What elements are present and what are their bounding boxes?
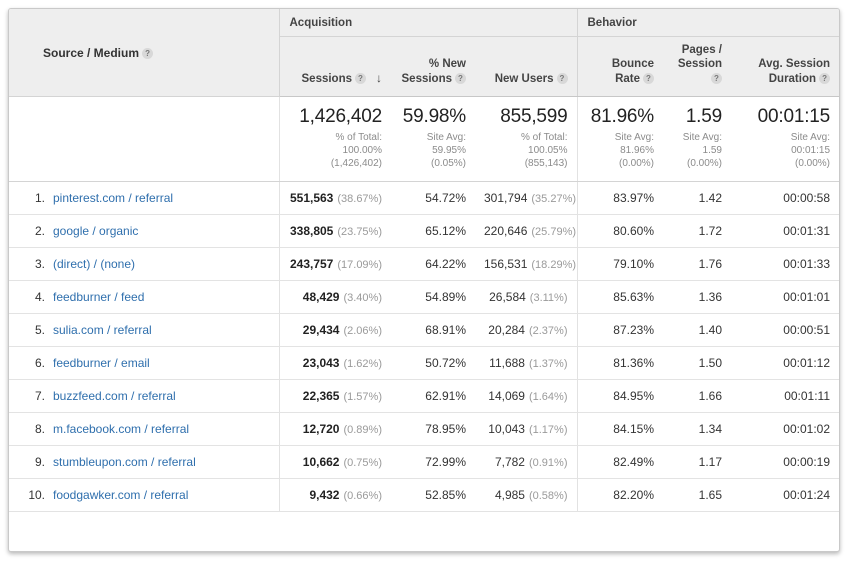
row-new-sessions-cell: 65.12% [391, 215, 475, 248]
totals-label-cell [9, 97, 279, 182]
column-header-avg-session-duration[interactable] [731, 37, 839, 97]
row-new-sessions-cell: 78.95% [391, 413, 475, 446]
row-source-medium-link[interactable]: feedburner / feed [53, 290, 145, 305]
row-avg-duration-cell: 00:01:12 [731, 347, 839, 380]
row-sessions-percent: (0.75%) [343, 457, 382, 470]
row-avg-duration-cell: 00:01:24 [731, 479, 839, 512]
table-row [9, 215, 839, 248]
row-sessions-cell [279, 413, 391, 446]
row-source-medium-cell [9, 479, 279, 512]
traffic-sources-table [9, 9, 839, 512]
row-new-users-percent: (1.64%) [528, 391, 568, 404]
row-source-medium-link[interactable]: buzzfeed.com / referral [53, 389, 176, 404]
column-header-new-sessions-label: % New Sessions [401, 58, 466, 85]
row-avg-duration-cell: 00:01:02 [731, 413, 839, 446]
totals-new-sessions-value: 59.98% [402, 106, 466, 128]
row-source-medium-cell [9, 248, 279, 281]
analytics-report-panel [8, 8, 840, 552]
totals-new-sessions-note3: (0.05%) [430, 158, 466, 170]
row-new-users-value: 220,646 [484, 224, 528, 239]
row-new-users-cell [475, 182, 577, 215]
row-index: 2. [34, 224, 45, 239]
row-sessions-cell [279, 182, 391, 215]
totals-pages-session-note1: Site Avg: [682, 132, 722, 144]
row-pages-session-cell: 1.34 [663, 413, 731, 446]
row-sessions-value: 551,563 [289, 191, 334, 206]
row-source-medium-link[interactable]: stumbleupon.com / referral [53, 455, 196, 470]
row-source-medium-link[interactable]: google / organic [53, 224, 139, 239]
column-header-source-medium[interactable] [9, 9, 279, 97]
row-sessions-value: 10,662 [302, 455, 340, 470]
row-sessions-percent: (0.89%) [343, 424, 382, 437]
row-source-medium-link[interactable]: feedburner / email [53, 356, 150, 371]
totals-avg-duration-value: 00:01:15 [757, 106, 831, 128]
totals-new-sessions-note2: 59.95% [432, 145, 466, 157]
row-source-medium-cell [9, 446, 279, 479]
row-sessions-cell [279, 479, 391, 512]
row-pages-session-cell: 1.76 [663, 248, 731, 281]
totals-pages-session-value: 1.59 [685, 106, 722, 128]
row-new-users-value: 26,584 [489, 290, 526, 305]
totals-new-sessions-note1: Site Avg: [426, 132, 466, 144]
table-row [9, 314, 839, 347]
row-pages-session-cell: 1.36 [663, 281, 731, 314]
row-sessions-percent: (38.67%) [337, 193, 382, 206]
totals-new-users [475, 97, 577, 182]
row-sessions-value: 338,805 [289, 224, 334, 239]
table-group-header-row [9, 9, 839, 37]
column-header-pages-session[interactable] [663, 37, 731, 97]
column-header-new-sessions[interactable] [391, 37, 475, 97]
totals-row [9, 97, 839, 182]
totals-bounce-rate-value: 81.96% [590, 106, 654, 128]
row-new-users-cell [475, 314, 577, 347]
group-header-behavior [577, 9, 839, 37]
row-new-sessions-cell: 52.85% [391, 479, 475, 512]
row-pages-session-cell: 1.72 [663, 215, 731, 248]
row-sessions-percent: (23.75%) [337, 226, 382, 239]
row-sessions-value: 9,432 [309, 488, 340, 503]
row-sessions-value: 23,043 [302, 356, 340, 371]
row-new-sessions-cell: 62.91% [391, 380, 475, 413]
row-sessions-percent: (17.09%) [337, 259, 382, 272]
row-new-users-value: 10,043 [488, 422, 525, 437]
column-header-pages-session-label: Pages / Session [677, 44, 722, 71]
row-source-medium-cell [9, 380, 279, 413]
row-sessions-value: 48,429 [302, 290, 340, 305]
row-source-medium-cell [9, 281, 279, 314]
row-bounce-rate-cell: 85.63% [577, 281, 663, 314]
row-new-users-cell [475, 281, 577, 314]
row-sessions-cell [279, 215, 391, 248]
row-sessions-cell [279, 281, 391, 314]
row-new-users-percent: (25.79%) [531, 226, 577, 239]
row-sessions-value: 12,720 [302, 422, 340, 437]
row-avg-duration-cell: 00:00:58 [731, 182, 839, 215]
help-icon[interactable]: ? [643, 73, 654, 84]
totals-new-sessions [391, 97, 475, 182]
row-new-users-value: 14,069 [488, 389, 525, 404]
row-new-users-value: 11,688 [489, 356, 525, 371]
row-pages-session-cell: 1.66 [663, 380, 731, 413]
help-icon[interactable]: ? [355, 73, 366, 84]
table-row [9, 413, 839, 446]
row-bounce-rate-cell: 83.97% [577, 182, 663, 215]
row-source-medium-cell [9, 182, 279, 215]
totals-avg-duration [731, 97, 839, 182]
row-new-users-percent: (35.27%) [531, 193, 577, 206]
table-row [9, 281, 839, 314]
row-new-sessions-cell: 64.22% [391, 248, 475, 281]
row-bounce-rate-cell: 79.10% [577, 248, 663, 281]
totals-sessions-note3: (1,426,402) [330, 158, 382, 170]
column-header-new-users[interactable] [475, 37, 577, 97]
totals-pages-session-note2: 1.59 [702, 145, 722, 157]
row-new-users-cell [475, 380, 577, 413]
row-new-users-value: 7,782 [494, 455, 525, 470]
row-pages-session-cell: 1.42 [663, 182, 731, 215]
row-index: 4. [34, 290, 45, 305]
group-header-acquisition [279, 9, 577, 37]
column-header-sessions-label: Sessions [301, 72, 352, 85]
totals-sessions-note1: % of Total: [335, 132, 382, 144]
row-new-sessions-cell: 54.72% [391, 182, 475, 215]
row-new-users-percent: (0.91%) [528, 457, 568, 470]
row-pages-session-cell: 1.40 [663, 314, 731, 347]
help-icon[interactable]: ? [142, 48, 153, 59]
row-new-users-percent: (2.37%) [528, 325, 568, 338]
row-new-users-percent: (0.58%) [528, 490, 568, 503]
column-header-bounce-rate-label: Bounce Rate [611, 58, 654, 85]
help-icon[interactable]: ? [557, 73, 568, 84]
row-new-users-cell [475, 413, 577, 446]
group-header-behavior-label: Behavior [587, 17, 637, 29]
row-avg-duration-cell: 00:01:31 [731, 215, 839, 248]
help-icon[interactable]: ? [819, 73, 830, 84]
row-sessions-value: 29,434 [302, 323, 340, 338]
row-avg-duration-cell: 00:01:11 [731, 380, 839, 413]
totals-new-users-value: 855,599 [500, 106, 568, 128]
sort-descending-icon[interactable]: ↓ [376, 70, 382, 85]
row-sessions-percent: (2.06%) [343, 325, 382, 338]
totals-pages-session-note3: (0.00%) [686, 158, 722, 170]
row-source-medium-cell [9, 215, 279, 248]
row-new-sessions-cell: 72.99% [391, 446, 475, 479]
table-row [9, 182, 839, 215]
row-new-users-percent: (3.11%) [529, 292, 568, 305]
row-source-medium-link[interactable]: foodgawker.com / referral [53, 488, 189, 503]
table-row [9, 248, 839, 281]
row-new-users-percent: (1.17%) [528, 424, 568, 437]
totals-new-users-note2: 100.05% (855,143) [524, 145, 568, 170]
table-body [9, 182, 839, 512]
column-header-new-users-label: New Users [494, 72, 554, 85]
row-index: 5. [34, 323, 45, 338]
row-new-users-cell [475, 479, 577, 512]
row-new-users-percent: (18.29%) [531, 259, 577, 272]
table-row [9, 347, 839, 380]
row-index: 8. [34, 422, 45, 437]
row-avg-duration-cell: 00:00:51 [731, 314, 839, 347]
column-header-avg-session-duration-label: Avg. Session Duration [758, 58, 831, 85]
row-new-users-value: 156,531 [484, 257, 528, 272]
row-avg-duration-cell: 00:00:19 [731, 446, 839, 479]
row-new-sessions-cell: 68.91% [391, 314, 475, 347]
row-bounce-rate-cell: 87.23% [577, 314, 663, 347]
row-new-users-cell [475, 248, 577, 281]
row-source-medium-link[interactable]: sulia.com / referral [53, 323, 152, 338]
row-new-users-cell [475, 446, 577, 479]
row-bounce-rate-cell: 84.15% [577, 413, 663, 446]
row-sessions-value: 243,757 [289, 257, 334, 272]
group-header-acquisition-label: Acquisition [289, 17, 353, 29]
row-new-users-value: 4,985 [494, 488, 525, 503]
row-sessions-cell [279, 446, 391, 479]
row-avg-duration-cell: 00:01:01 [731, 281, 839, 314]
table-row [9, 479, 839, 512]
row-index: 9. [34, 455, 45, 470]
totals-avg-duration-note1: Site Avg: [790, 132, 831, 144]
row-new-users-value: 301,794 [484, 191, 528, 206]
totals-sessions-value: 1,426,402 [299, 106, 382, 128]
row-source-medium-cell [9, 314, 279, 347]
row-index: 6. [34, 356, 45, 371]
row-bounce-rate-cell: 84.95% [577, 380, 663, 413]
row-sessions-cell [279, 248, 391, 281]
help-icon[interactable]: ? [711, 73, 722, 84]
row-source-medium-cell [9, 347, 279, 380]
column-header-bounce-rate[interactable] [577, 37, 663, 97]
row-new-users-percent: (1.37%) [528, 358, 568, 371]
totals-avg-duration-note2: 00:01:15 [791, 145, 831, 157]
row-new-sessions-cell: 54.89% [391, 281, 475, 314]
row-new-users-cell [475, 215, 577, 248]
row-sessions-percent: (0.66%) [343, 490, 382, 503]
row-sessions-percent: (1.62%) [343, 358, 382, 371]
row-pages-session-cell: 1.17 [663, 446, 731, 479]
row-sessions-cell [279, 314, 391, 347]
column-header-sessions[interactable] [279, 37, 391, 97]
row-index: 1. [34, 191, 45, 206]
row-new-users-cell [475, 347, 577, 380]
row-index: 7. [34, 389, 45, 404]
row-bounce-rate-cell: 82.20% [577, 479, 663, 512]
row-source-medium-link[interactable]: (direct) / (none) [53, 257, 136, 272]
help-icon[interactable]: ? [455, 73, 466, 84]
row-pages-session-cell: 1.50 [663, 347, 731, 380]
row-sessions-cell [279, 380, 391, 413]
totals-pages-session [663, 97, 731, 182]
table-row [9, 446, 839, 479]
row-source-medium-link[interactable]: m.facebook.com / referral [53, 422, 190, 437]
row-bounce-rate-cell: 81.36% [577, 347, 663, 380]
row-pages-session-cell: 1.65 [663, 479, 731, 512]
totals-bounce-rate-note3: (0.00%) [618, 158, 654, 170]
totals-new-users-note1: % of Total: [520, 132, 568, 144]
row-index: 3. [34, 257, 45, 272]
totals-bounce-rate-note1: Site Avg: [614, 132, 654, 144]
totals-avg-duration-note3: (0.00%) [795, 158, 831, 170]
row-bounce-rate-cell: 80.60% [577, 215, 663, 248]
row-sessions-cell [279, 347, 391, 380]
row-bounce-rate-cell: 82.49% [577, 446, 663, 479]
row-sessions-percent: (3.40%) [343, 292, 382, 305]
row-sessions-percent: (1.57%) [343, 391, 382, 404]
totals-sessions-note2: 100.00% [342, 145, 382, 157]
row-new-users-value: 20,284 [488, 323, 525, 338]
row-index: 10. [28, 488, 45, 503]
totals-sessions [279, 97, 391, 182]
totals-bounce-rate [577, 97, 663, 182]
row-new-sessions-cell: 50.72% [391, 347, 475, 380]
table-row [9, 380, 839, 413]
row-avg-duration-cell: 00:01:33 [731, 248, 839, 281]
column-header-source-medium-label: Source / Medium [43, 46, 140, 61]
row-source-medium-link[interactable]: pinterest.com / referral [53, 191, 174, 206]
row-sessions-value: 22,365 [302, 389, 340, 404]
totals-bounce-rate-note2: 81.96% [620, 145, 654, 157]
row-source-medium-cell [9, 413, 279, 446]
